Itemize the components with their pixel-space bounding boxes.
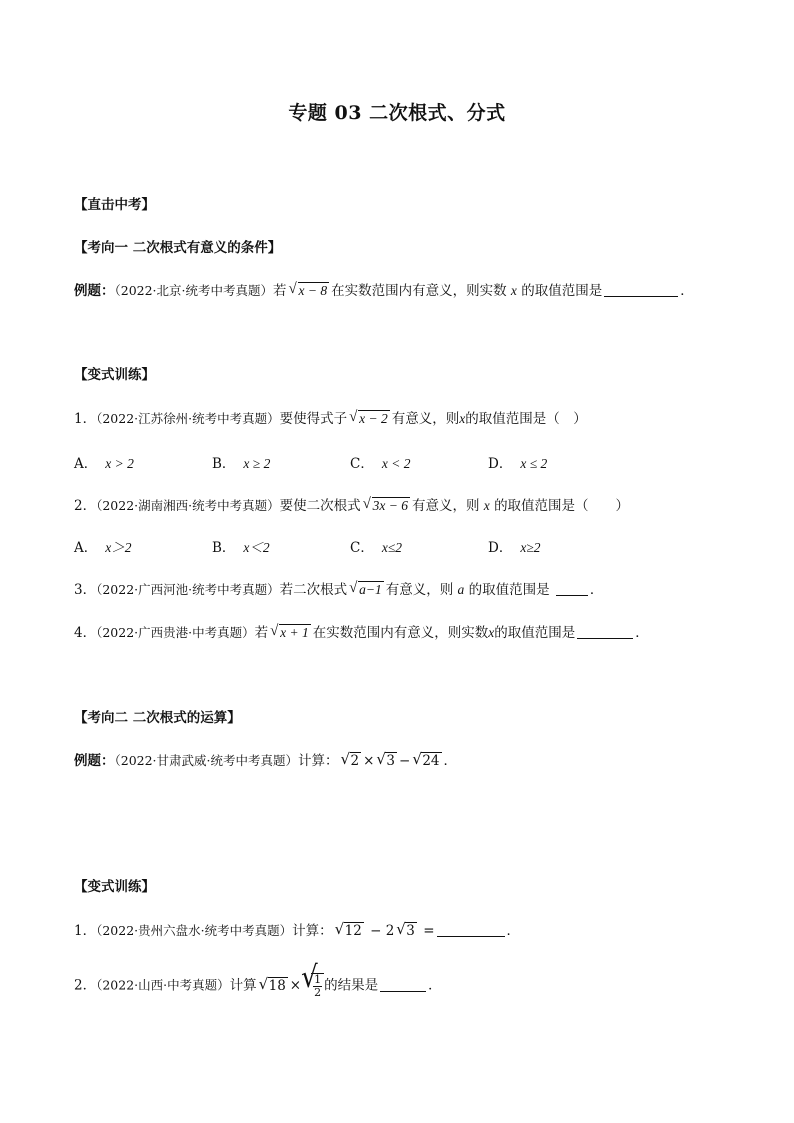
question-number: 1． bbox=[74, 411, 97, 427]
question-end: ． bbox=[506, 923, 520, 939]
operator: − bbox=[399, 753, 411, 769]
question-end: ． bbox=[589, 582, 604, 598]
question-source: （2022·北京·统考中考真题） bbox=[114, 283, 274, 298]
question-number: 2． bbox=[74, 498, 97, 514]
question-text: 若 bbox=[273, 283, 287, 299]
question-source: （2022·甘肃武威·统考中考真题） bbox=[114, 753, 299, 768]
question-text: 要使二次根式 bbox=[279, 498, 361, 514]
topic-heading-2: 【考向二 二次根式的运算】 bbox=[74, 710, 241, 726]
question-end: ． bbox=[680, 283, 694, 299]
practice-question-1 bbox=[74, 921, 520, 941]
question-text: 的结果是 bbox=[324, 977, 379, 994]
question-end: ． bbox=[428, 977, 442, 994]
practice-question-2 bbox=[74, 973, 442, 999]
section-heading: 【直击中考】 bbox=[74, 197, 155, 213]
question-text: 的取值范围是 bbox=[468, 582, 550, 598]
question-4 bbox=[74, 623, 649, 643]
question-text: 的取值范围是 bbox=[521, 283, 603, 299]
example-label: 例题： bbox=[74, 753, 115, 769]
option-c[interactable]: C． x < 2 bbox=[350, 456, 411, 472]
radical-expression: √ 3x − 6 bbox=[363, 496, 410, 516]
question-text: 在实数范围内有意义，则实数 bbox=[312, 625, 489, 641]
radical-expression: √ x + 1 bbox=[270, 623, 311, 643]
question-number: 1． bbox=[74, 923, 97, 939]
question-end: ． bbox=[635, 625, 649, 641]
question-text: 在实数范围内有意义，则实数 bbox=[331, 283, 507, 299]
option-a[interactable]: A． x > 2 bbox=[74, 456, 134, 472]
radical-expression: √ a−1 bbox=[349, 580, 384, 600]
question-text: 的取值范围是（ ） bbox=[494, 498, 630, 514]
question-text: 有意义，则 bbox=[391, 411, 460, 427]
answer-blank[interactable] bbox=[577, 623, 633, 639]
question-1 bbox=[74, 409, 587, 429]
variable: a bbox=[457, 582, 465, 597]
question-text: 要使得式子 bbox=[279, 411, 348, 427]
answer-blank[interactable] bbox=[604, 281, 678, 297]
question-source: （2022·广西河池·统考中考真题） bbox=[96, 582, 280, 597]
option-d[interactable]: D． x≥2 bbox=[488, 540, 541, 556]
radical-expression: √ 24 bbox=[412, 751, 441, 771]
question-text: 若二次根式 bbox=[279, 582, 348, 598]
practice-heading-1: 【变式训练】 bbox=[74, 367, 155, 383]
variable: x bbox=[459, 411, 466, 426]
example-1 bbox=[74, 281, 694, 301]
variable: x bbox=[483, 498, 490, 513]
question-text: 有意义，则 bbox=[385, 582, 454, 598]
option-d[interactable]: D． x ≤ 2 bbox=[488, 456, 548, 472]
radical-expression: √ 3 bbox=[376, 751, 397, 771]
example-2 bbox=[74, 751, 457, 771]
question-number: 4． bbox=[74, 625, 97, 641]
question-number: 2． bbox=[74, 977, 97, 994]
topic-heading-1: 【考向一 二次根式有意义的条件】 bbox=[74, 240, 282, 256]
options-1 bbox=[74, 454, 626, 474]
question-text: 有意义，则 bbox=[411, 498, 480, 514]
operator: × bbox=[289, 977, 302, 994]
options-2 bbox=[74, 538, 626, 558]
question-text: 计算： bbox=[298, 753, 339, 769]
question-text: 计算 bbox=[229, 977, 257, 994]
variable: x bbox=[510, 283, 517, 298]
operator: − 2 bbox=[370, 923, 395, 939]
option-b[interactable]: B． x ≥ 2 bbox=[212, 456, 271, 472]
variable: x bbox=[488, 625, 495, 640]
operator: × bbox=[363, 753, 375, 769]
question-source: （2022·湖南湘西·统考中考真题） bbox=[96, 498, 280, 513]
radical-expression: √ x − 2 bbox=[349, 409, 390, 429]
question-source: （2022·山西·中考真题） bbox=[96, 977, 230, 993]
question-3 bbox=[74, 580, 603, 600]
question-source: （2022·贵州六盘水·统考中考真题） bbox=[96, 923, 293, 938]
question-text: 若 bbox=[254, 625, 269, 641]
example-label: 例题： bbox=[74, 283, 115, 299]
option-a[interactable]: A． x＞2 bbox=[74, 540, 132, 556]
question-text: 的取值范围是 bbox=[494, 625, 576, 641]
page-title: 专题 03 二次根式、分式 bbox=[288, 102, 506, 124]
question-text: 的取值范围是（ ） bbox=[465, 411, 587, 427]
question-number: 3． bbox=[74, 582, 97, 598]
radical-expression: √ 3 bbox=[396, 921, 417, 941]
question-2 bbox=[74, 496, 629, 516]
option-c[interactable]: C． x≤2 bbox=[350, 540, 402, 556]
answer-blank[interactable] bbox=[556, 580, 588, 596]
practice-heading-2: 【变式训练】 bbox=[74, 879, 155, 895]
question-source: （2022·江苏徐州·统考中考真题） bbox=[96, 411, 280, 426]
answer-blank[interactable] bbox=[437, 921, 505, 937]
question-source: （2022·广西贵港·中考真题） bbox=[96, 625, 255, 640]
radical-expression: √ x − 8 bbox=[289, 281, 330, 301]
question-text: 计算： bbox=[292, 923, 333, 939]
radical-fraction: √ $\frac{1}{2}$ bbox=[301, 973, 324, 999]
radical-expression: √ 18 bbox=[259, 976, 288, 996]
operator: = bbox=[423, 923, 435, 939]
option-b[interactable]: B． x＜2 bbox=[212, 540, 270, 556]
answer-blank[interactable] bbox=[380, 976, 426, 992]
radical-expression: √ 12 bbox=[335, 921, 364, 941]
radical-expression: √ 2 bbox=[341, 751, 362, 771]
question-end: ． bbox=[443, 753, 458, 769]
